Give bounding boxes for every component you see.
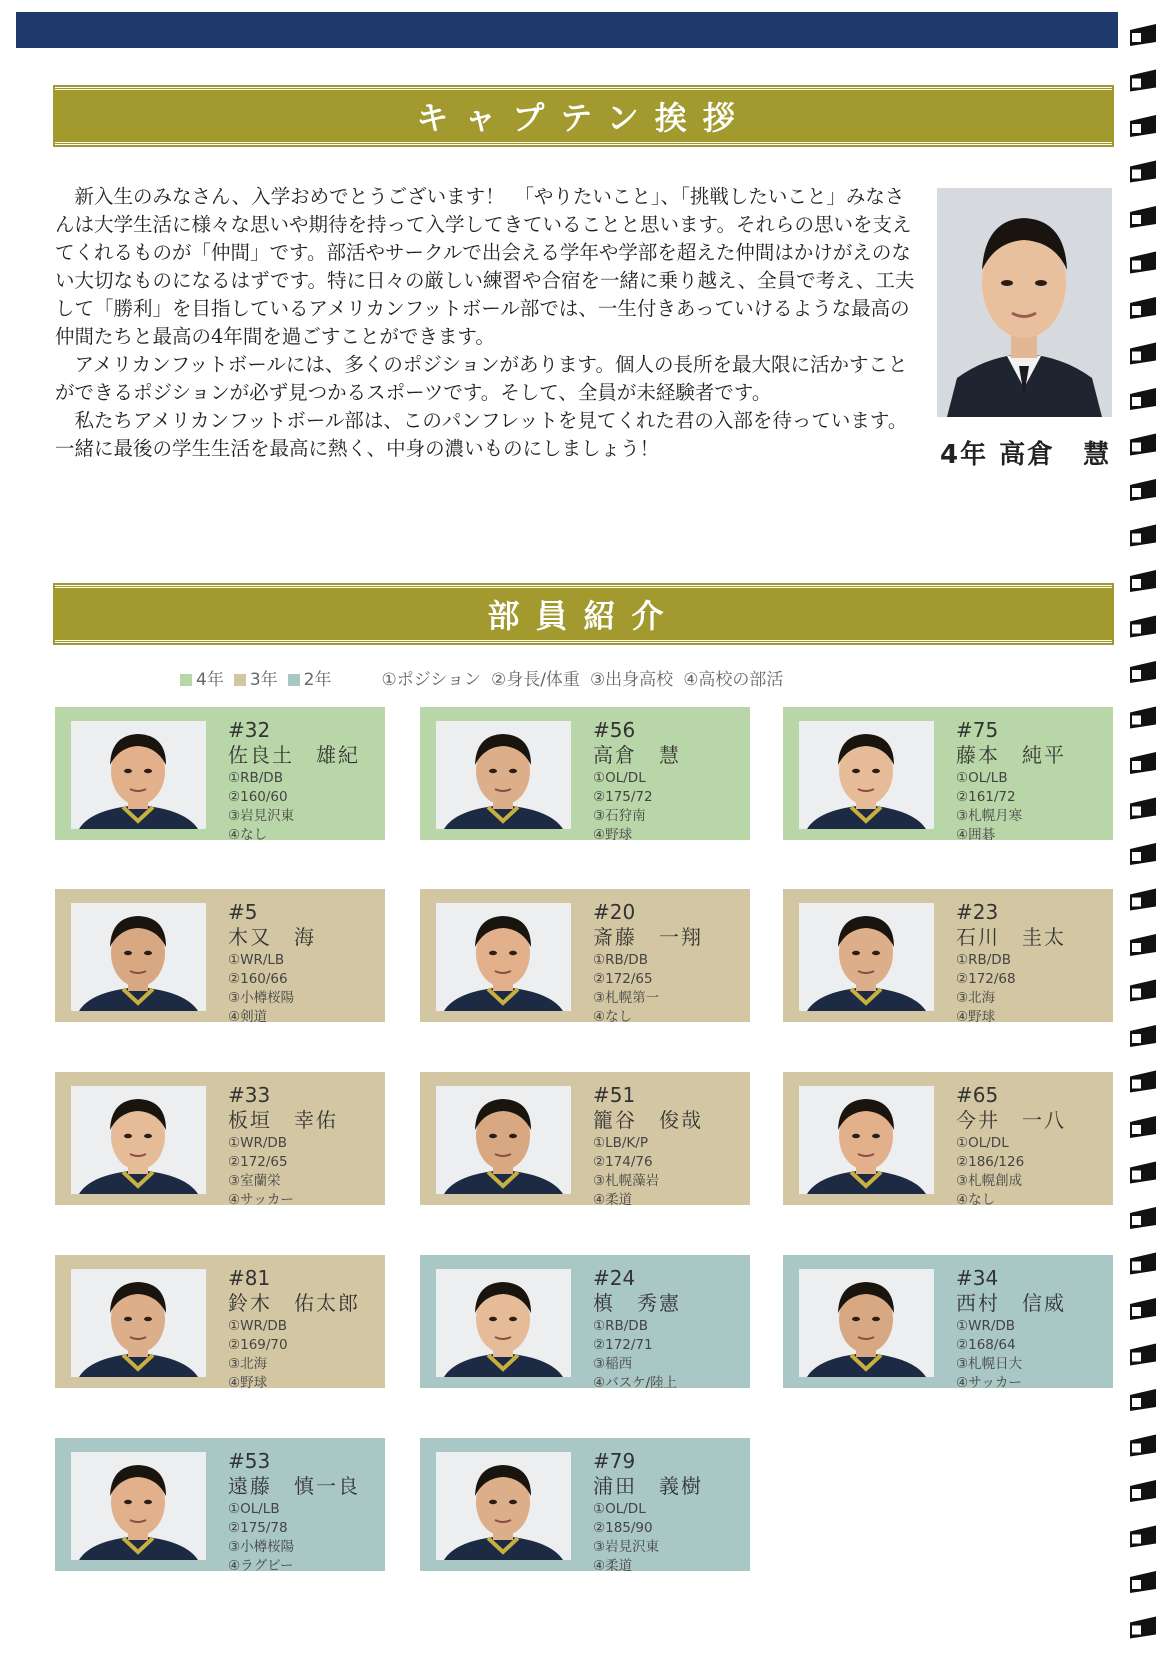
member-name: 鈴木 佑太郎: [228, 1291, 360, 1315]
member-photo: [799, 1086, 934, 1194]
member-card: [783, 1072, 1113, 1208]
member-position: ①WR/DB: [956, 1318, 1016, 1334]
member-number: #34: [956, 1266, 999, 1290]
member-school: ③岩見沢東: [228, 808, 295, 824]
member-photo: [71, 1086, 206, 1194]
member-name: 板垣 幸佑: [228, 1108, 338, 1132]
member-club: ④ラグビー: [228, 1558, 294, 1574]
member-photo: [71, 903, 206, 1011]
member-school: ③北海: [228, 1356, 268, 1372]
member-info: [593, 1084, 743, 1210]
member-info: [956, 1084, 1106, 1210]
member-position: ①LB/K/P: [593, 1135, 648, 1151]
member-card: [783, 707, 1113, 843]
member-number: #24: [593, 1266, 636, 1290]
top-header-bar: [16, 12, 1118, 48]
member-photo: [436, 1086, 571, 1194]
member-number: #23: [956, 900, 999, 924]
member-position: ①WR/LB: [228, 952, 285, 968]
member-club: ④なし: [956, 1192, 996, 1208]
member-number: #75: [956, 718, 999, 742]
member-club: ④バスケ/陸上: [593, 1375, 678, 1391]
member-info: [593, 719, 743, 845]
member-height-weight: ②169/70: [228, 1337, 288, 1353]
member-name: 槙 秀憲: [593, 1291, 681, 1315]
member-height-weight: ②185/90: [593, 1520, 653, 1536]
member-height-weight: ②172/65: [228, 1154, 288, 1170]
member-name: 浦田 義樹: [593, 1474, 703, 1498]
member-name: 木又 海: [228, 925, 316, 949]
member-position: ①WR/DB: [228, 1135, 288, 1151]
member-height-weight: ②168/64: [956, 1337, 1016, 1353]
member-position: ①WR/DB: [228, 1318, 288, 1334]
captain-greeting-text: [55, 183, 923, 463]
member-club: ④サッカー: [956, 1375, 1022, 1391]
member-school: ③札幌日大: [956, 1356, 1023, 1372]
legend-year-3: 3年: [234, 665, 278, 690]
member-name: 今井 一八: [956, 1108, 1066, 1132]
member-info: [228, 1267, 378, 1393]
member-school: ③北海: [956, 990, 996, 1006]
member-height-weight: ②172/71: [593, 1337, 653, 1353]
member-position: ①OL/DL: [593, 1501, 646, 1517]
member-card: [783, 1255, 1113, 1391]
member-club: ④野球: [956, 1009, 996, 1025]
member-height-weight: ②160/60: [228, 789, 288, 805]
member-number: #79: [593, 1449, 636, 1473]
member-height-weight: ②186/126: [956, 1154, 1025, 1170]
spiral-binding: [1128, 20, 1169, 1640]
captain-greeting-heading: キャプテン挨拶: [416, 99, 751, 137]
member-school: ③札幌第一: [593, 990, 660, 1006]
member-position: ①OL/LB: [956, 770, 1008, 786]
greeting-paragraph-1: 新入生のみなさん、入学おめでとうございます！ 「やりたいこと」、「挑戦したいこと」みなさんは大学生活に様々な思いや期待を持って入学してきていることと思います。それらの思いを支えてくれるものが「仲間」です。部活やサークルで出会える学年や学部を超えた仲間はかけがえのない大切なものになるはずです。特に日々の厳しい練習や合宿を一緒に乗り越え、全員で考え、工夫して「勝利」を目指しているアメリカンフットボール部では、一生付きあっていけるような最高の仲間たちと最高の4年間を過ごすことができます。: [55, 185, 915, 348]
legend-field-body: ②身長/体重: [490, 670, 580, 690]
member-name: 高倉 慧: [593, 743, 681, 767]
member-photo: [436, 1269, 571, 1377]
member-club: ④野球: [228, 1375, 268, 1391]
legend: [180, 665, 783, 690]
member-photo: [71, 1269, 206, 1377]
member-number: #56: [593, 718, 636, 742]
member-card: [420, 889, 750, 1025]
legend-field-club: ④高校の部活: [683, 670, 784, 690]
member-name: 斎藤 一翔: [593, 925, 703, 949]
member-club: ④囲碁: [956, 827, 996, 843]
member-position: ①OL/DL: [956, 1135, 1009, 1151]
member-name: 遠藤 慎一良: [228, 1474, 360, 1498]
member-name: 藤本 純平: [956, 743, 1066, 767]
member-number: #20: [593, 900, 636, 924]
member-card: [783, 889, 1113, 1025]
members-heading: 部員紹介: [487, 597, 680, 635]
member-height-weight: ②161/72: [956, 789, 1016, 805]
member-club: ④野球: [593, 827, 633, 843]
member-card: [55, 889, 385, 1025]
members-banner: [55, 585, 1112, 643]
member-info: [956, 1267, 1106, 1393]
legend-field-school: ③出身高校: [589, 670, 674, 690]
member-name: 佐良土 雄紀: [228, 743, 360, 767]
member-school: ③札幌月寒: [956, 808, 1023, 824]
member-number: #51: [593, 1083, 636, 1107]
member-info: [228, 1084, 378, 1210]
member-school: ③札幌藻岩: [593, 1173, 660, 1189]
member-number: #65: [956, 1083, 999, 1107]
legend-year-2: 2年: [288, 665, 332, 690]
member-school: ③小樽桜陽: [228, 1539, 295, 1555]
legend-field-position: ①ポジション: [381, 670, 481, 690]
member-photo: [799, 721, 934, 829]
member-height-weight: ②175/72: [593, 789, 653, 805]
member-photo: [71, 1452, 206, 1560]
member-position: ①OL/DL: [593, 770, 646, 786]
member-position: ①OL/LB: [228, 1501, 280, 1517]
member-info: [228, 719, 378, 845]
member-photo: [799, 903, 934, 1011]
member-height-weight: ②174/76: [593, 1154, 653, 1170]
member-card: [55, 1072, 385, 1208]
member-photo: [436, 903, 571, 1011]
member-info: [593, 1450, 743, 1576]
member-club: ④なし: [228, 827, 268, 843]
member-school: ③稲西: [593, 1356, 633, 1372]
member-info: [593, 901, 743, 1027]
member-info: [956, 901, 1106, 1027]
member-info: [228, 901, 378, 1027]
member-card: [420, 1438, 750, 1574]
member-number: #33: [228, 1083, 271, 1107]
member-school: ③室蘭栄: [228, 1173, 281, 1189]
member-number: #5: [228, 900, 258, 924]
member-school: ③小樽桜陽: [228, 990, 295, 1006]
captain-photo: [937, 188, 1112, 417]
member-info: [956, 719, 1106, 845]
member-height-weight: ②172/68: [956, 971, 1016, 987]
member-club: ④なし: [593, 1009, 633, 1025]
legend-year-4: 4年: [180, 665, 224, 690]
member-school: ③岩見沢東: [593, 1539, 660, 1555]
member-position: ①RB/DB: [228, 770, 283, 786]
member-position: ①RB/DB: [593, 952, 648, 968]
member-number: #53: [228, 1449, 271, 1473]
member-photo: [71, 721, 206, 829]
member-card: [420, 1255, 750, 1391]
member-school: ③石狩南: [593, 808, 646, 824]
member-height-weight: ②172/65: [593, 971, 653, 987]
member-club: ④サッカー: [228, 1192, 294, 1208]
member-photo: [436, 721, 571, 829]
member-school: ③札幌創成: [956, 1173, 1023, 1189]
member-info: [593, 1267, 743, 1393]
member-position: ①RB/DB: [593, 1318, 648, 1334]
member-photo: [436, 1452, 571, 1560]
member-height-weight: ②175/78: [228, 1520, 288, 1536]
member-number: #32: [228, 718, 271, 742]
greeting-paragraph-3: 私たちアメリカンフットボール部は、このパンフレットを見てくれた君の入部を待っています。一緒に最後の学生生活を最高に熱く、中身の濃いものにしましょう！: [55, 409, 908, 460]
member-club: ④柔道: [593, 1192, 633, 1208]
member-card: [420, 707, 750, 843]
member-card: [420, 1072, 750, 1208]
member-info: [228, 1450, 378, 1576]
member-card: [55, 1255, 385, 1391]
member-name: 西村 信威: [956, 1291, 1066, 1315]
member-card: [55, 1438, 385, 1574]
member-number: #81: [228, 1266, 271, 1290]
member-height-weight: ②160/66: [228, 971, 288, 987]
member-club: ④柔道: [593, 1558, 633, 1574]
member-card: [55, 707, 385, 843]
member-name: 籠谷 俊哉: [593, 1108, 703, 1132]
captain-caption: 4年 高倉 慧: [940, 440, 1112, 470]
member-name: 石川 圭太: [956, 925, 1066, 949]
member-photo: [799, 1269, 934, 1377]
captain-greeting-banner: [55, 87, 1112, 145]
member-club: ④剣道: [228, 1009, 268, 1025]
member-position: ①RB/DB: [956, 952, 1011, 968]
greeting-paragraph-2: アメリカンフットボールには、多くのポジションがあります。個人の長所を最大限に活かすことができるポジションが必ず見つかるスポーツです。そして、全員が未経験者です。: [55, 353, 908, 404]
